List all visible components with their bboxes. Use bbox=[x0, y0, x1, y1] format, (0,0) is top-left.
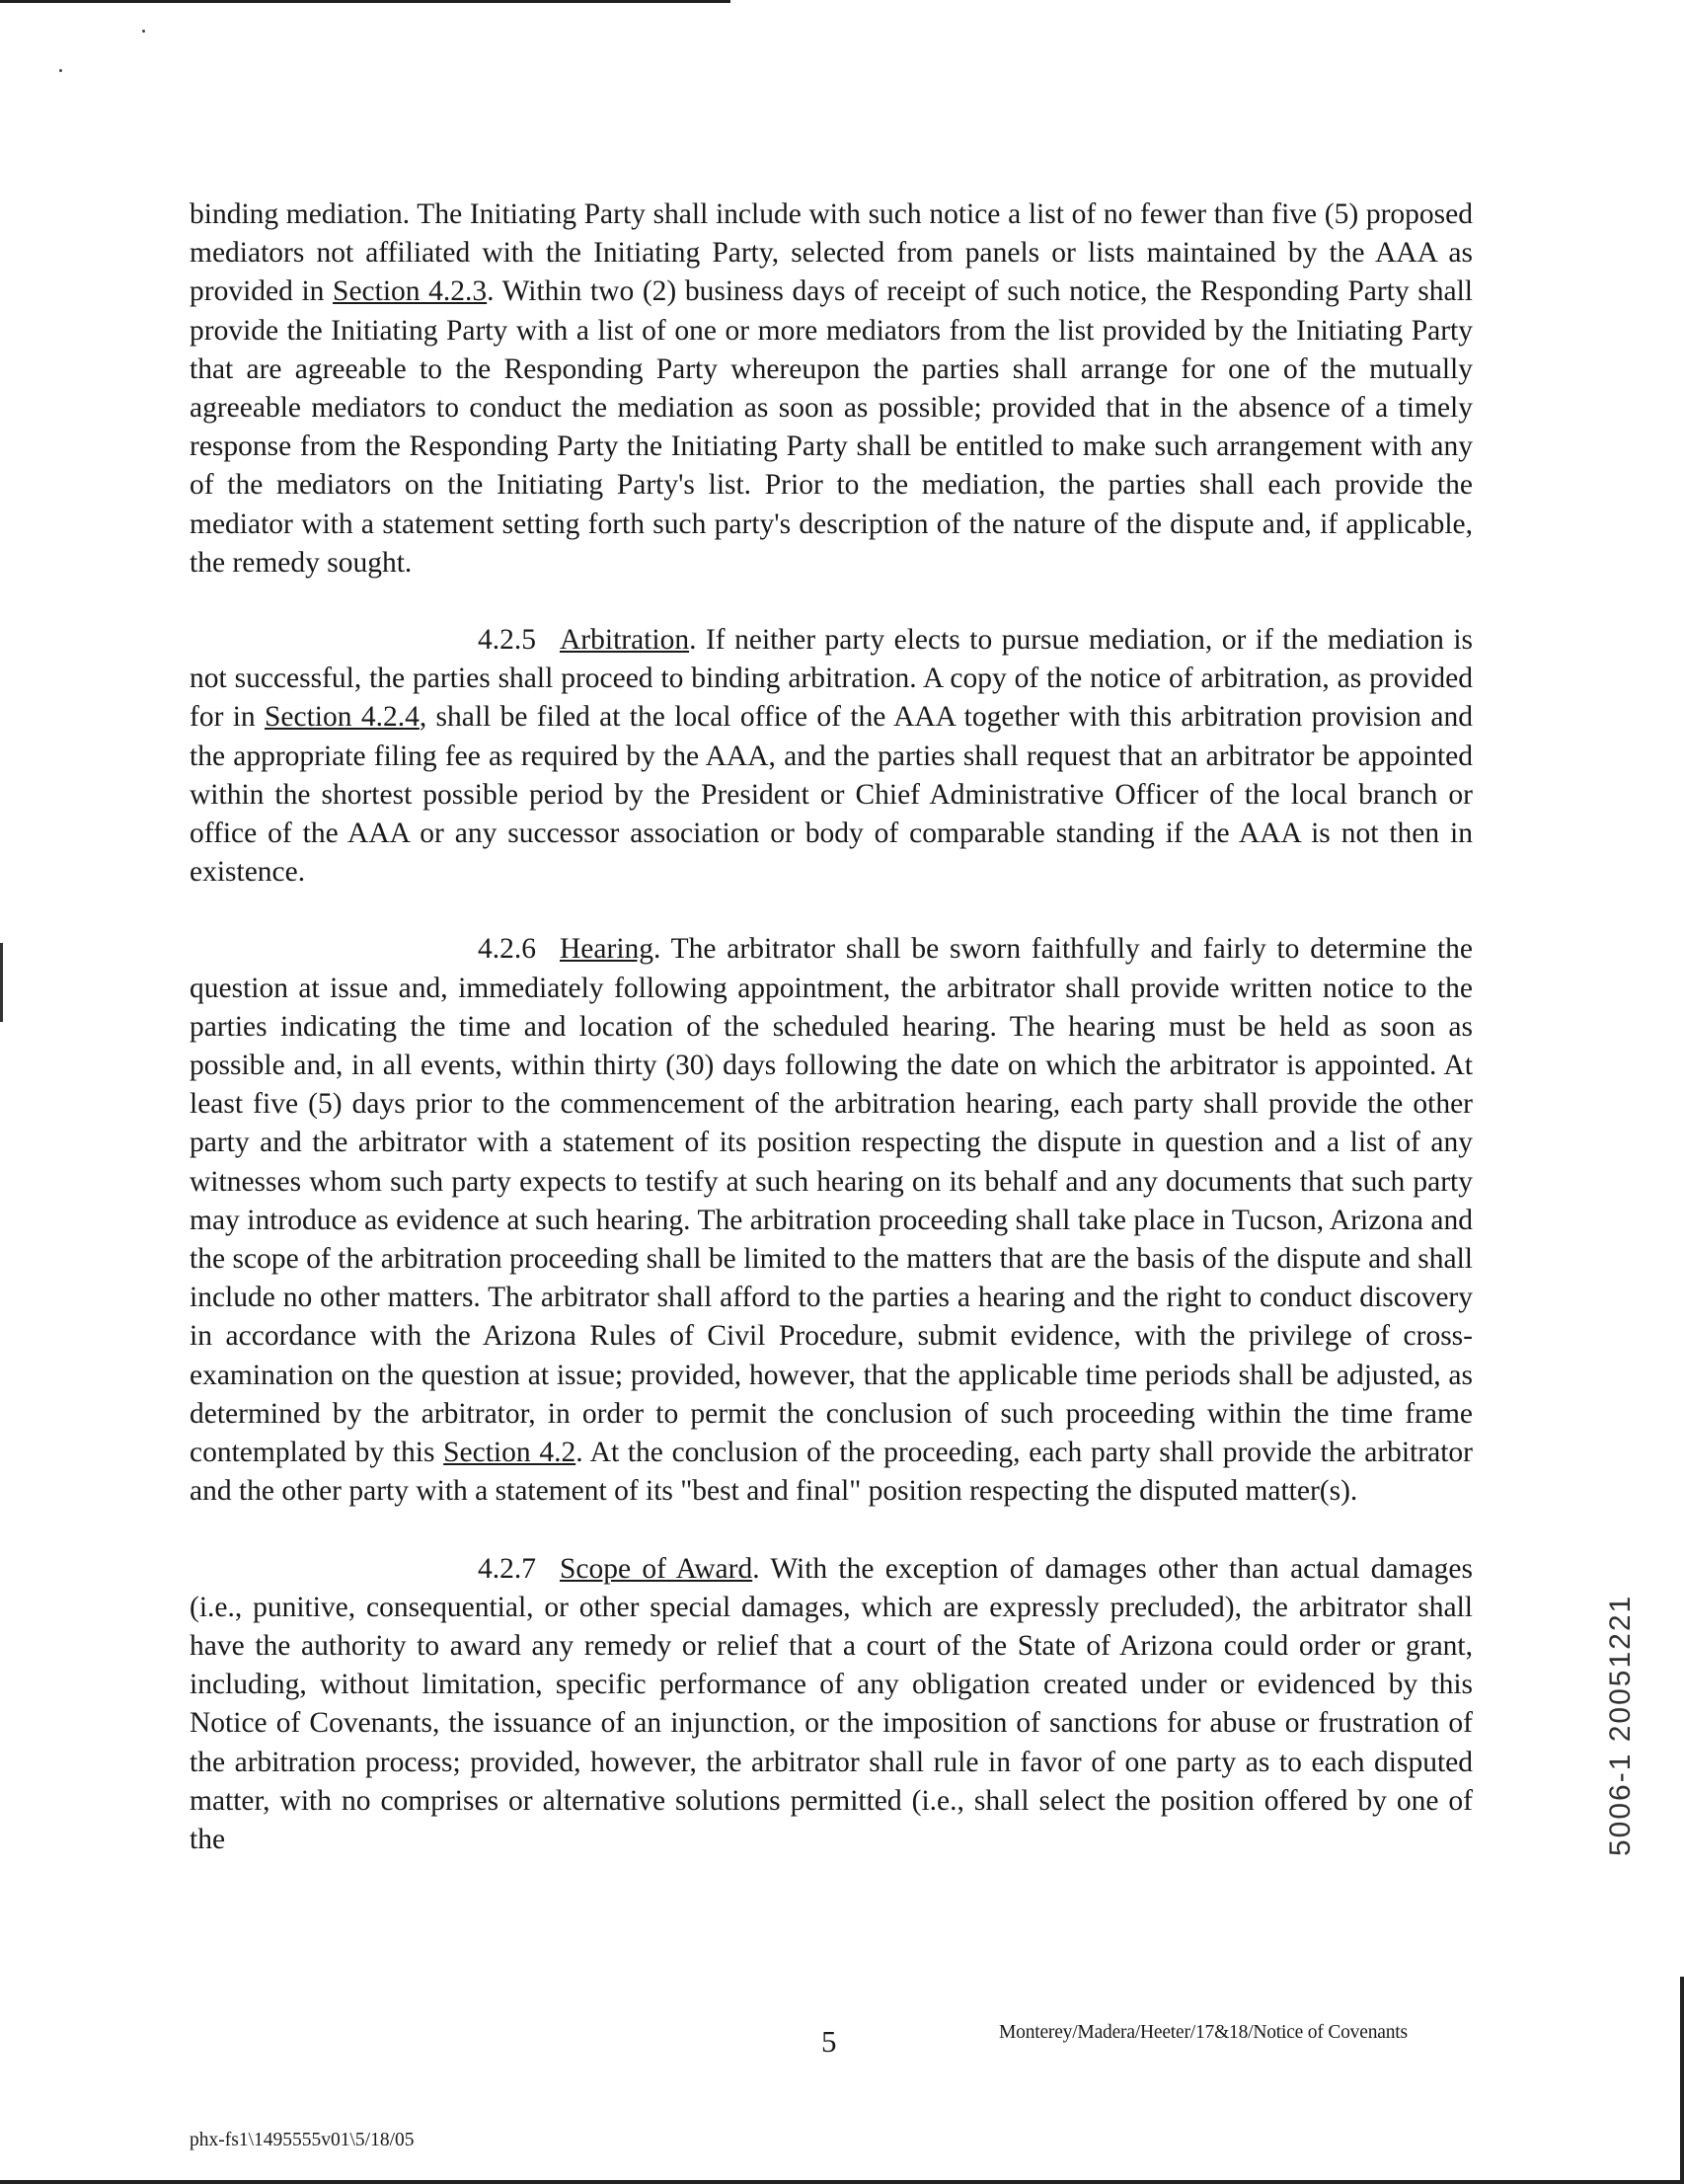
section-heading: Arbitration bbox=[560, 624, 690, 657]
side-bates-stamp bbox=[1596, 1592, 1644, 1858]
document-body bbox=[190, 195, 1473, 1898]
side-bates-stamp-text: 5006-1 20051221 bbox=[1604, 1594, 1637, 1856]
section-number: 4.2.6 bbox=[478, 933, 536, 966]
page-number: 5 bbox=[821, 2024, 837, 2059]
scan-speck bbox=[142, 30, 145, 33]
section-heading: Hearing bbox=[560, 933, 654, 966]
scan-speck bbox=[59, 69, 62, 72]
scan-top-edge-line bbox=[0, 0, 730, 3]
section-4-2-6-hearing: 4.2.6 Hearing. The arbitrator shall be sworn faithfully and fairly to determine the question at issue and, immediately following appointment, the arbitrator shall provide written notice to the parties indicating the time and location of the scheduled hearing. The hearing must be held as soon as possible and, in all events, within thirty (30) days following the date on which the arbitrator is appointed. At least five (5) days prior to the commencement of the arbitration hearing, each party shall provide the other party and the arbitrator with a statement of its position respecting the dispute in question and a list of any witnesses whom such party expects to testify at such hearing on its behalf and any documents that such party may introduce as evidence at such hearing. The arbitration proceeding shall take place in Tucson, Arizona and the scope of the arbitration proceeding shall be limited to the matters that are the basis of the dispute and shall include no other matters. The arbitrator shall afford to the parties a hearing and the right to conduct discovery in accordance with the Arizona Rules of Civil Procedure, submit evidence, with the privilege of cross-examination on the question at issue; provided, however, that the applicable time periods shall be adjusted, as determined by the arbitrator, in order to permit the conclusion of such proceeding within the time frame contemplated by this Section 4.2. At the conclusion of the proceeding, each party shall provide the arbitrator and the other party with a statement of its "best and final" position respecting the disputed matter(s). bbox=[190, 930, 1473, 1511]
footer-reference: Monterey/Madera/Heeter/17&18/Notice of Covenants bbox=[999, 2022, 1408, 2043]
section-4-2-7-scope-of-award: 4.2.7 Scope of Award. With the exception of damages other than actual damages (i.e., punitive, consequential, or other special damages, which are expressly precluded), the arbitrator shall have the authority to award any remedy or relief that a court of the State of Arizona could order or grant, including, without limitation, specific performance of any obligation created under or evidenced by this Notice of Covenants, the issuance of an injunction, or the imposition of sanctions for abuse or frustration of the arbitration process; provided, however, the arbitrator shall rule in favor of one party as to each disputed matter, with no comprises or alternative solutions permitted (i.e., shall select the position offered by one of the bbox=[190, 1550, 1473, 1860]
scan-right-edge-mark bbox=[1680, 1977, 1684, 2184]
section-heading: Scope of Award bbox=[560, 1552, 753, 1585]
document-id: phx-fs1\1495555v01\5/18/05 bbox=[190, 2130, 415, 2150]
scan-bottom-edge-line bbox=[0, 2180, 1684, 2184]
section-reference: Section 4.2 bbox=[443, 1437, 576, 1469]
section-reference: Section 4.2.3 bbox=[333, 275, 488, 308]
section-number: 4.2.7 bbox=[478, 1552, 536, 1585]
section-number: 4.2.5 bbox=[478, 624, 536, 657]
scan-left-edge-mark bbox=[0, 943, 3, 1022]
paragraph-mediation-continued: binding mediation. The Initiating Party shall include with such notice a list of no fewer than five (5) proposed mediators not affiliated with the Initiating Party, selected from panels or lists maintained by the AAA as provided in Section 4.2.3. Within two (2) business days of receipt of such notice, the Responding Party shall provide the Initiating Party with a list of one or more mediators from the list provided by the Initiating Party that are agreeable to the Responding Party whereupon the parties shall arrange for one of the mutually agreeable mediators to conduct the mediation as soon as possible; provided that in the absence of a timely response from the Responding Party the Initiating Party shall be entitled to make such arrangement with any of the mediators on the Initiating Party's list. Prior to the mediation, the parties shall each provide the mediator with a statement setting forth such party's description of the nature of the dispute and, if applicable, the remedy sought. bbox=[190, 198, 1473, 579]
section-reference: Section 4.2.4 bbox=[265, 701, 420, 734]
section-4-2-5-arbitration: 4.2.5 Arbitration. If neither party elects to pursue mediation, or if the mediation is not successful, the parties shall proceed to binding arbitration. A copy of the notice of arbitration, as provided for in Section 4.2.4, shall be filed at the local office of the AAA together with this arbitration provision and the appropriate filing fee as required by the AAA, and the parties shall request that an arbitrator be appointed within the shortest possible period by the President or Chief Administrative Officer of the local branch or office of the AAA or any successor association or body of comparable standing if the AAA is not then in existence. bbox=[190, 621, 1473, 892]
